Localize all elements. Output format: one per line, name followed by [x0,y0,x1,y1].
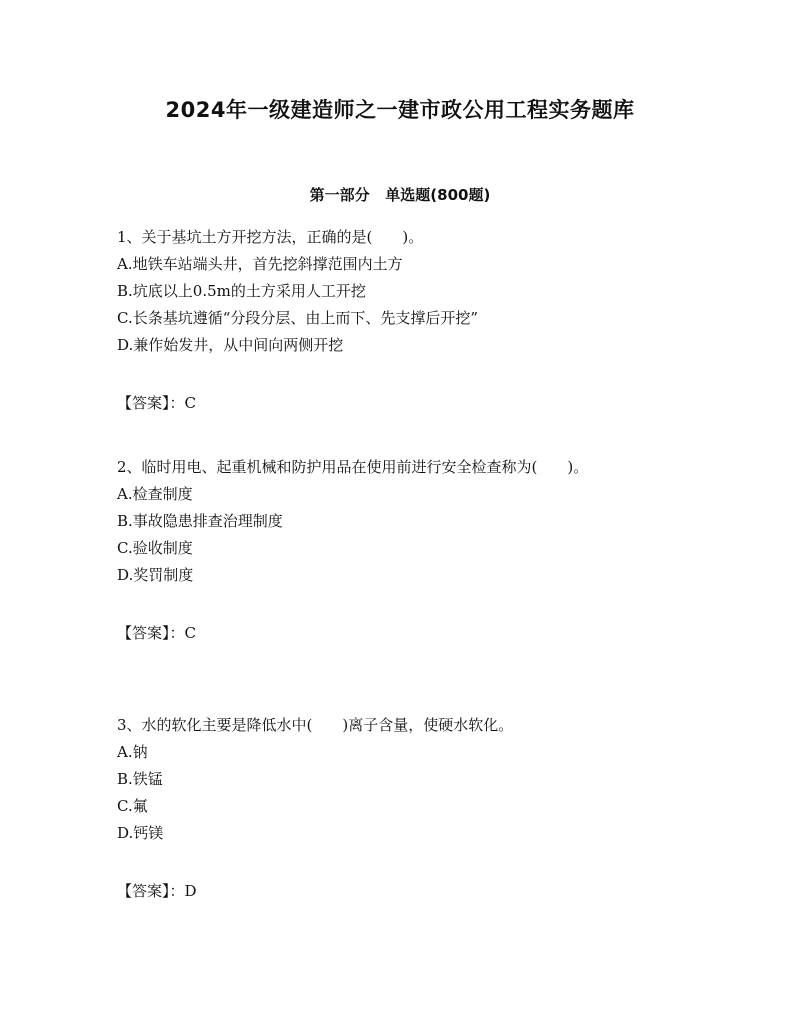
answer-line: 【答案】：C [117,394,196,412]
question-3 [117,712,687,905]
question-stem: 3、水的软化主要是降低水中( )离子含量，使硬水软化。 [117,716,514,734]
option-b: B.坑底以上0.5m的土方采用人工开挖 [117,282,366,300]
answer-line: 【答案】：C [117,624,196,642]
question-stem: 2、临时用电、起重机械和防护用品在使用前进行安全检查称为( )。 [117,458,589,476]
option-list [117,481,687,589]
question-2 [117,454,687,647]
option-c: C.氟 [117,797,148,815]
section-heading: 第一部分 单选题(800题) [309,186,491,204]
option-a: A.钠 [117,743,148,761]
option-a: A.检查制度 [117,485,193,503]
option-list [117,739,687,847]
option-b: B.事故隐患排查治理制度 [117,512,283,530]
option-a: A.地铁车站端头井，首先挖斜撑范围内土方 [117,255,403,273]
question-stem: 1、关于基坑土方开挖方法，正确的是( )。 [117,228,424,246]
option-list [117,251,687,359]
option-c: C.长条基坑遵循“分段分层、由上而下、先支撑后开挖” [117,309,479,327]
option-d: D.奖罚制度 [117,566,194,584]
option-c: C.验收制度 [117,539,193,557]
option-b: B.铁锰 [117,770,163,788]
question-1 [117,224,687,417]
answer-line: 【答案】：D [117,882,197,900]
option-d: D.兼作始发井，从中间向两侧开挖 [117,336,344,354]
option-d: D.钙镁 [117,824,164,842]
document-title: 2024年一级建造师之一建市政公用工程实务题库 [165,98,635,122]
